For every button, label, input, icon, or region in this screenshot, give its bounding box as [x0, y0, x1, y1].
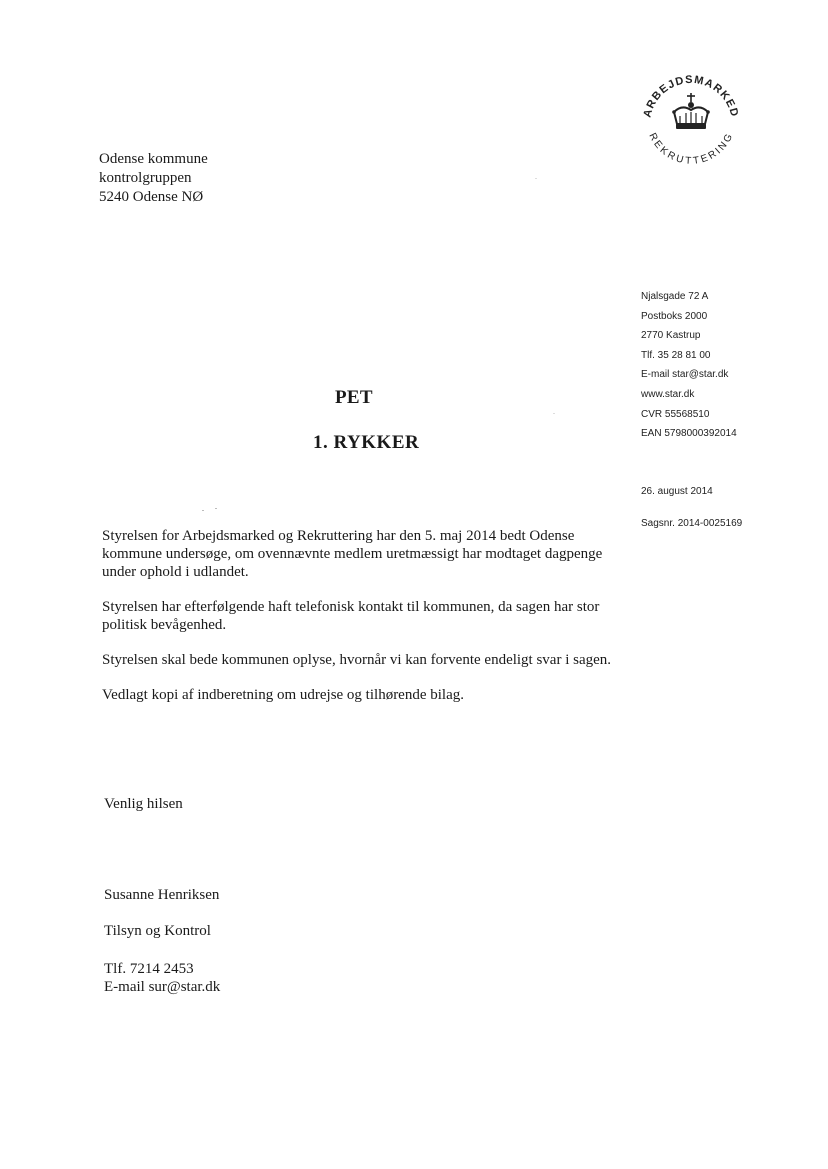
body-paragraph-3: Styrelsen skal bede kommunen oplyse, hvornår vi kan forvente endeligt svar i sagen. [102, 652, 612, 668]
scan-speck [215, 508, 217, 509]
sender-city: 2770 Kastrup [641, 330, 701, 342]
body-paragraph-2: Styrelsen har efterfølgende haft telefonisk kontakt til kommunen, da sagen har stor politisk bevågenhed. [102, 599, 600, 633]
scan-speck [202, 510, 204, 511]
agency-logo [636, 66, 746, 176]
body-paragraph-1: Styrelsen for Arbejdsmarked og Rekruttering har den 5. maj 2014 bedt Odense kommune undersøge, om ovennævnte medlem uretmæssigt har modtaget dagpenge under ophold i udlandet. [102, 528, 603, 580]
recipient-department: kontrolgruppen [99, 170, 192, 186]
sender-web: www.star.dk [641, 388, 695, 400]
sender-info [641, 287, 737, 444]
signer-email: E-mail sur@star.dk [104, 979, 221, 995]
sender-cvr: CVR 55568510 [641, 408, 710, 420]
letter-body [102, 527, 622, 721]
scan-speck [535, 178, 537, 179]
closing-salutation: Venlig hilsen [104, 796, 183, 812]
sender-phone: Tlf. 35 28 81 00 [641, 349, 711, 361]
svg-text:REKRUTTERING [646, 131, 735, 166]
crown-icon [672, 93, 710, 129]
letter-date: 26. august 2014 [641, 486, 713, 497]
signer-contact [104, 960, 220, 996]
sender-pobox: Postboks 2000 [641, 310, 708, 322]
heading-title: PET [335, 387, 373, 408]
logo-bottom-text: REKRUTTERING [646, 131, 736, 167]
logo-top-text: ARBEJDSMARKED [641, 73, 741, 119]
sender-ean: EAN 5798000392014 [641, 428, 737, 440]
sender-address: Njalsgade 72 A [641, 291, 709, 302]
signer-department: Tilsyn og Kontrol [104, 923, 211, 939]
case-number: Sagsnr. 2014-0025169 [641, 518, 743, 529]
scan-speck [553, 413, 555, 414]
signer-name: Susanne Henriksen [104, 887, 220, 903]
sender-email: E-mail star@star.dk [641, 369, 729, 381]
recipient-postal: 5240 Odense NØ [99, 189, 204, 205]
recipient-name: Odense kommune [99, 151, 208, 167]
body-paragraph-4: Vedlagt kopi af indberetning om udrejse og tilhørende bilag. [102, 687, 464, 703]
heading-subtitle: 1. RYKKER [313, 432, 420, 453]
recipient-address [99, 150, 208, 207]
signer-phone: Tlf. 7214 2453 [104, 961, 194, 977]
